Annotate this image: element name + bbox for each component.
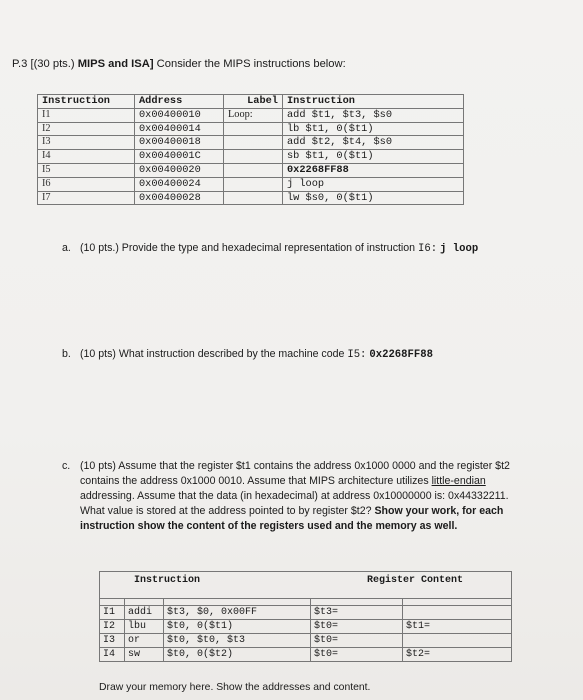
instruction-row (38, 108, 464, 122)
instruction-id: I7 (38, 191, 135, 205)
question-c: c. (10 pts) Assume that the register $t1 contains the address 0x1000 0000 and the register $t2 contains the address 0x1000 0010. Assume that MIPS architecture utilizes little-endian addressing. Assume that the data (in hexadecimal) at address 0x10000000 is: 0x44332211. What value is stored at the address pointed to by register $t2? Show your work, for each instruction show the content of the registers used and the memory as well. (62, 460, 510, 532)
instruction-address: 0x0040001C (135, 150, 224, 164)
register-content-cell[interactable]: $t0= (311, 648, 403, 662)
instruction-text: sb $t1, 0($t1) (283, 150, 464, 164)
col-address: Address (135, 95, 224, 109)
instruction-address: 0x00400018 (135, 136, 224, 150)
register-content-cell[interactable]: $t0= (311, 620, 403, 634)
instruction-id: I1 (38, 108, 135, 122)
register-content-cell-2[interactable]: $t1= (403, 620, 512, 634)
instruction-id: I4 (38, 150, 135, 164)
instruction-text: add $t1, $t3, $s0 (283, 108, 464, 122)
col-instruction-id: Instruction (38, 95, 135, 109)
row-operands: $t0, $t0, $t3 (164, 634, 311, 648)
instruction-id: I5 (38, 163, 135, 177)
instruction-row (38, 163, 464, 177)
instruction-text: add $t2, $t4, $s0 (283, 136, 464, 150)
row-operands: $t0, 0($t1) (164, 620, 311, 634)
register-content-cell-2[interactable] (403, 606, 512, 620)
register-table-header (100, 572, 512, 599)
row-instruction-id: I3 (100, 634, 125, 648)
memory-drawing-note: Draw your memory here. Show the addresses and content. (99, 682, 371, 693)
register-content-cell-2[interactable] (403, 634, 512, 648)
register-content-cell-2[interactable]: $t2= (403, 648, 512, 662)
row-opcode: addi (125, 606, 164, 620)
row-operands: $t3, $0, 0x00FF (164, 606, 311, 620)
register-row (100, 620, 512, 634)
problem-heading: P.3 [(30 pts.) MIPS and ISA] Consider the MIPS instructions below: (12, 58, 346, 70)
instruction-text: 0x2268FF88 (283, 163, 464, 177)
question-b: b. (10 pts) What instruction described by the machine code I5: 0x2268FF88 (62, 348, 433, 361)
instruction-address: 0x00400014 (135, 122, 224, 136)
row-opcode: or (125, 634, 164, 648)
spacer-cell (403, 599, 512, 606)
instruction-table (37, 94, 464, 205)
row-operands: $t0, 0($t2) (164, 648, 311, 662)
col-register-content-header: Register Content (311, 572, 512, 599)
instruction-address: 0x00400010 (135, 108, 224, 122)
instruction-label: Loop: (224, 108, 283, 122)
register-row (100, 634, 512, 648)
instruction-label (224, 163, 283, 177)
instruction-table-body (38, 108, 464, 205)
row-instruction-id: I1 (100, 606, 125, 620)
col-instruction: Instruction (283, 95, 464, 109)
instruction-text: j loop (283, 177, 464, 191)
instruction-label (224, 191, 283, 205)
row-instruction-id: I4 (100, 648, 125, 662)
instruction-id: I6 (38, 177, 135, 191)
row-opcode: sw (125, 648, 164, 662)
register-row (100, 606, 512, 620)
spacer-cell (164, 599, 311, 606)
register-content-cell[interactable]: $t0= (311, 634, 403, 648)
row-instruction-id: I2 (100, 620, 125, 634)
instruction-row (38, 191, 464, 205)
instruction-label (224, 136, 283, 150)
register-table-spacer (100, 599, 512, 606)
question-a: a. (10 pts.) Provide the type and hexadecimal representation of instruction I6: j loop (62, 242, 479, 255)
instruction-address: 0x00400028 (135, 191, 224, 205)
register-content-cell[interactable]: $t3= (311, 606, 403, 620)
register-table (99, 571, 512, 662)
instruction-label (224, 122, 283, 136)
spacer-cell (100, 599, 125, 606)
instruction-table-header (38, 95, 464, 109)
spacer-cell (311, 599, 403, 606)
instruction-id: I2 (38, 122, 135, 136)
instruction-row (38, 136, 464, 150)
instruction-address: 0x00400020 (135, 163, 224, 177)
instruction-address: 0x00400024 (135, 177, 224, 191)
instruction-text: lw $s0, 0($t1) (283, 191, 464, 205)
register-row (100, 648, 512, 662)
instruction-label (224, 150, 283, 164)
col-instruction-header: Instruction (100, 572, 311, 599)
register-table-body (100, 572, 512, 662)
instruction-row (38, 122, 464, 136)
instruction-id: I3 (38, 136, 135, 150)
instruction-row (38, 150, 464, 164)
spacer-cell (125, 599, 164, 606)
little-endian-link[interactable]: little-endian (431, 475, 486, 487)
instruction-text: lb $t1, 0($t1) (283, 122, 464, 136)
col-label: Label (224, 95, 283, 109)
row-opcode: lbu (125, 620, 164, 634)
instruction-label (224, 177, 283, 191)
instruction-row (38, 177, 464, 191)
